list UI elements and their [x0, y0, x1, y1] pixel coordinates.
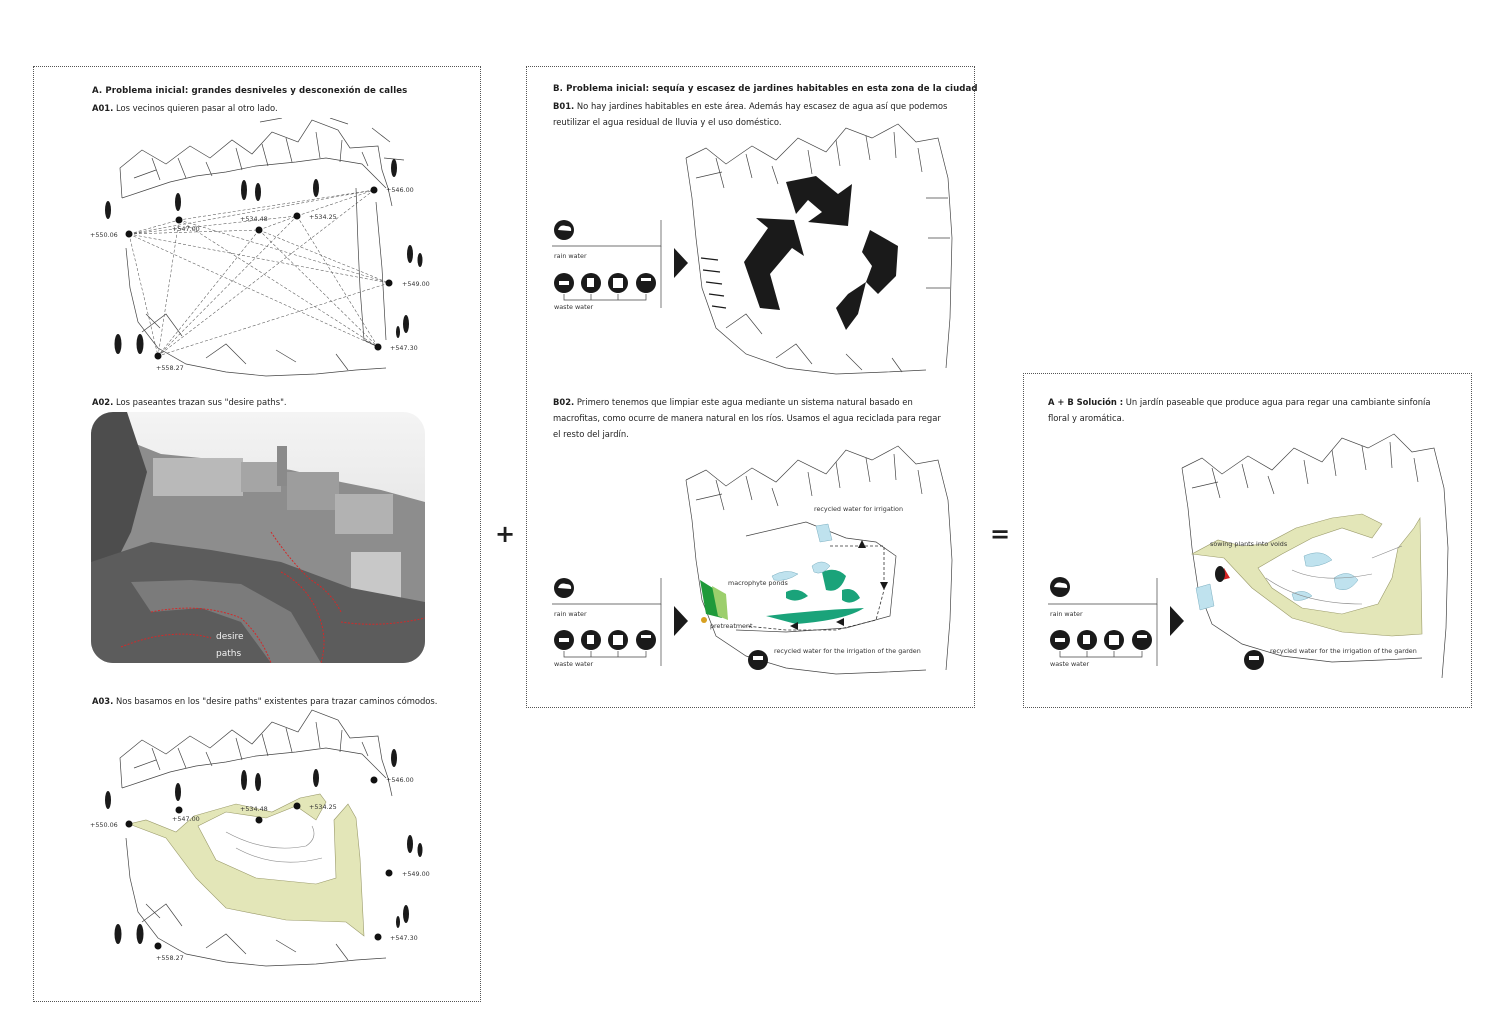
elev-6: +549.00 [402, 280, 430, 288]
elev-4: +534.25 [309, 213, 337, 221]
elev-7b: +547.30 [390, 934, 418, 942]
shower-icon [636, 273, 656, 293]
elev-1b: +550.06 [90, 821, 118, 829]
b02-caption: B02. Primero tenemos que limpiar este agua mediante un sistema natural basado en macrofitas, como ocurre de manera natural en los ríos. Usamos el agua reciclada para regar el resto del jardín. [553, 397, 941, 439]
b01-recycle-diagram [546, 118, 966, 383]
panel-a-title: A. Problema inicial: grandes desniveles y desconexión de calles [92, 86, 408, 96]
a03-caption: A03. Nos basamos en los "desire paths" existentes para trazar caminos cómodos. [92, 696, 438, 706]
equals-operator: = [990, 520, 1011, 548]
panel-b-title: B. Problema inicial: sequía y escasez de jardines habitables en esta zona de la ciudad [553, 84, 978, 94]
elev-6b: +549.00 [402, 870, 430, 878]
flow-arrow-icon [674, 248, 688, 278]
elev-8b: +558.27 [156, 954, 184, 962]
photo-label-paths: paths [216, 649, 242, 659]
elev-8: +558.27 [156, 364, 184, 372]
a02-caption: A02. Los paseantes trazan sus "desire paths". [92, 397, 287, 407]
b02-rain-label: rain water [554, 610, 587, 618]
a01-connection-map [86, 118, 436, 378]
solution-garden-map [1042, 428, 1462, 693]
gardener-figure [1215, 566, 1225, 582]
elev-1: +550.06 [90, 231, 118, 239]
elev-2: +547.00 [172, 225, 200, 233]
recycle-icon [744, 176, 898, 330]
b02-recycled-irrigation-label: recycled water for irrigation [814, 505, 903, 513]
b02-pretreatment-label: pretreatment [710, 622, 753, 630]
b02-treatment-diagram [546, 440, 966, 685]
elev-5: +546.00 [386, 186, 414, 194]
elev-4b: +534.25 [309, 803, 337, 811]
b01-caption: B01. No hay jardines habitables en este área. Además hay escasez de agua así que podemos reutilizar el agua residual de lluvia y el uso doméstico. [553, 101, 948, 127]
solution-caption: A + B Solución : Un jardín paseable que produce agua para regar una cambiante sinfonía floral y aromática. [1048, 397, 1431, 423]
solution-rain-label: rain water [1050, 610, 1083, 618]
solution-waste-label: waste water [1050, 660, 1090, 668]
elev-5b: +546.00 [386, 776, 414, 784]
b01-rain-label: rain water [554, 252, 587, 260]
b02-macrophyte-label: macrophyte ponds [728, 579, 788, 587]
photo-label-desire: desire [216, 632, 244, 642]
sowing-label: sowing plants into voids [1210, 540, 1288, 548]
elev-3: +534.48 [240, 215, 268, 223]
a03-path-map [86, 708, 436, 968]
desire-paths-photo [91, 412, 425, 663]
solution-recycled-label: recycled water for the irrigation of the garden [1270, 647, 1417, 655]
b01-waste-label: waste water [554, 303, 594, 311]
plus-operator: + [495, 520, 516, 548]
elev-3b: +534.48 [240, 805, 268, 813]
b02-recycled-garden-label: recycled water for the irrigation of the garden [774, 647, 921, 655]
elev-2b: +547.00 [172, 815, 200, 823]
a01-caption: A01. Los vecinos quieren pasar al otro lado. [92, 103, 278, 113]
elev-7: +547.30 [390, 344, 418, 352]
b02-waste-label: waste water [554, 660, 594, 668]
